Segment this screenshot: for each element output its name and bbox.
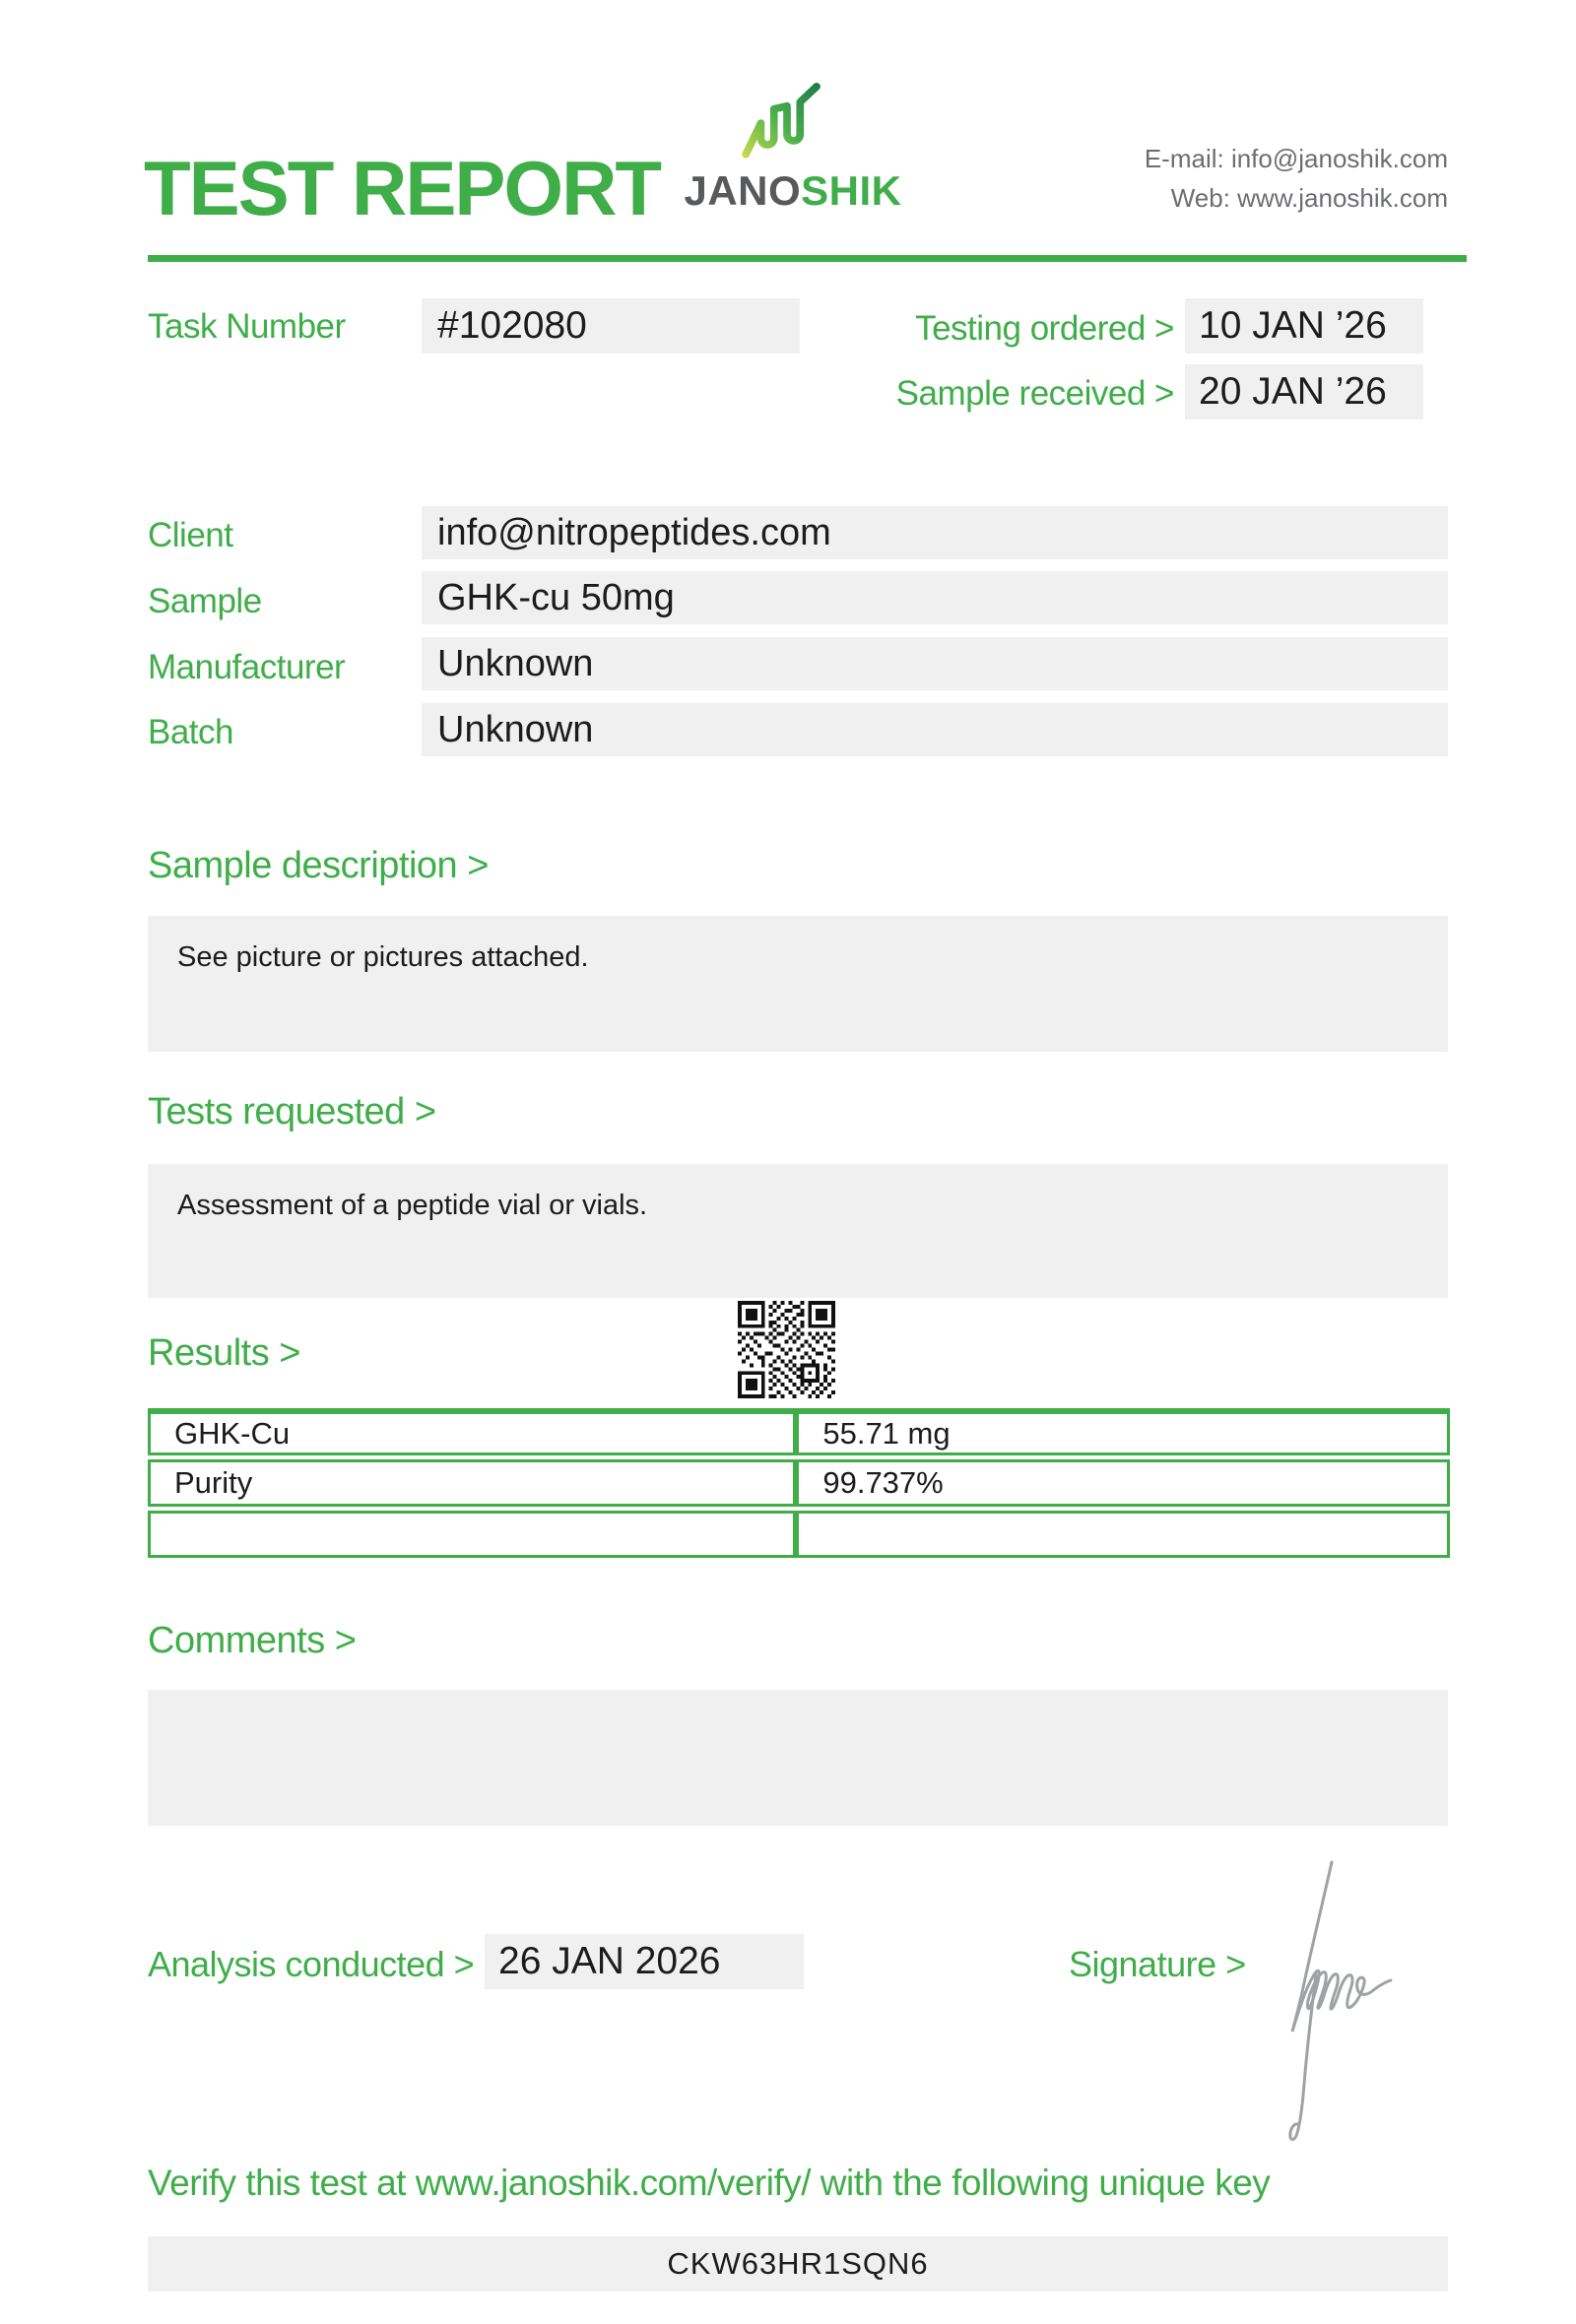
tests-requested-text: Assessment of a peptide vial or vials.	[148, 1164, 1448, 1298]
result-name: GHK-Cu	[148, 1408, 796, 1455]
page-title: TEST REPORT	[144, 145, 661, 231]
table-row	[148, 1511, 1450, 1558]
result-value: 99.737%	[796, 1459, 1450, 1507]
results-heading: Results >	[148, 1332, 300, 1374]
sample-received-date: 20 JAN ’26	[1185, 364, 1423, 420]
task-number-label: Task Number	[148, 307, 346, 346]
brand-wordmark	[684, 167, 902, 215]
table-row	[148, 1459, 1450, 1507]
brand-word-green: SHIK	[801, 167, 902, 214]
client-label: Client	[148, 516, 233, 554]
sample-label: Sample	[148, 582, 262, 620]
comments-text	[148, 1690, 1448, 1826]
result-value	[796, 1511, 1450, 1558]
table-row	[148, 1408, 1450, 1455]
contact-web: Web: www.janoshik.com	[1170, 183, 1448, 213]
sample-description-heading: Sample description >	[148, 845, 489, 886]
header-divider	[148, 255, 1467, 262]
batch-value: Unknown	[422, 703, 1448, 756]
testing-ordered-date: 10 JAN ’26	[1185, 298, 1423, 354]
client-value: info@nitropeptides.com	[422, 506, 1448, 559]
contact-email: E-mail: info@janoshik.com	[1144, 144, 1448, 173]
result-name: Purity	[148, 1459, 796, 1507]
batch-label: Batch	[148, 713, 233, 751]
analysis-conducted-label: Analysis conducted >	[148, 1944, 475, 1984]
qr-code	[738, 1301, 835, 1398]
result-value: 55.71 mg	[796, 1408, 1450, 1455]
result-name	[148, 1511, 796, 1558]
tests-requested-heading: Tests requested >	[148, 1091, 436, 1132]
verify-instruction: Verify this test at www.janoshik.com/verify/ with the following unique key	[148, 2163, 1271, 2203]
testing-ordered-label: Testing ordered >	[915, 309, 1174, 348]
task-number-value: #102080	[422, 298, 800, 354]
growth-chart-icon	[741, 77, 833, 161]
sample-value: GHK-cu 50mg	[422, 571, 1448, 624]
sample-description-text: See picture or pictures attached.	[148, 916, 1448, 1052]
brand-word-gray: JANO	[684, 167, 802, 214]
signature-label: Signature >	[1069, 1944, 1246, 1984]
analysis-date: 26 JAN 2026	[485, 1934, 804, 1989]
comments-heading: Comments >	[148, 1620, 357, 1661]
manufacturer-label: Manufacturer	[148, 648, 346, 686]
verify-key: CKW63HR1SQN6	[148, 2236, 1448, 2292]
sample-received-label: Sample received >	[895, 374, 1174, 413]
manufacturer-value: Unknown	[422, 637, 1448, 690]
handwritten-signature	[1261, 1856, 1418, 2142]
results-table	[148, 1404, 1450, 1562]
